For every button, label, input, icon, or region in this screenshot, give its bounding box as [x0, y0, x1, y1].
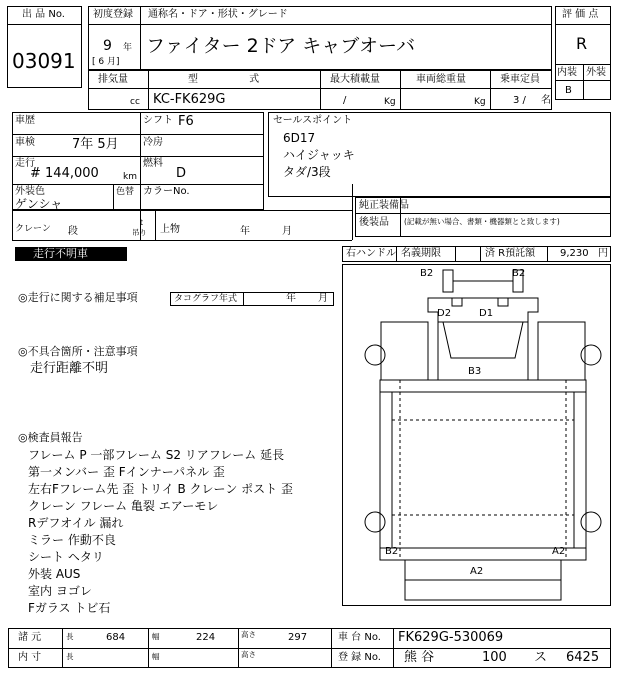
mount-year: 年 [240, 226, 250, 237]
length-label-2: 長 [66, 652, 74, 661]
tacho-month: 月 [318, 293, 328, 304]
diagram-label: D2 [437, 308, 452, 319]
fuel-label: 燃料 [143, 158, 163, 169]
reg-class: 100 [482, 650, 507, 665]
dims-head-label: 諸 元 [18, 632, 42, 643]
load-value: / [343, 95, 347, 106]
recycle-value: 9,230 [560, 248, 589, 259]
reg-month: [ 6 月] [92, 57, 120, 67]
length-label: 長 [66, 632, 74, 641]
cap-value: 3 / [513, 95, 526, 106]
model-value: KC-FK629G [153, 92, 226, 107]
height-label-2: 高さ [241, 650, 256, 659]
defect-text: 走行距離不明 [30, 361, 109, 376]
diagram-label: B3 [468, 366, 482, 377]
height-label: 高さ [241, 630, 256, 639]
inspector-line: クレーン フレーム 亀裂 エアーモレ [28, 499, 219, 513]
mileage-label: 走行 [15, 158, 35, 169]
crane-stages: 段 [68, 226, 78, 237]
recycle-unit: 円 [598, 248, 608, 259]
tacho-label: タコグラフ年式 [174, 294, 238, 304]
lot-number: 03091 [12, 49, 76, 73]
km-unit: km [123, 172, 137, 182]
inspection-value: 7年 5月 [72, 137, 119, 152]
interior-value: B [565, 85, 572, 96]
inspector-line: シート ヘタリ [28, 550, 104, 564]
inspector-line: 室内 ヨゴレ [28, 584, 92, 598]
inspector-line: 第一メンバー 歪 Fインナーパネル 歪 [28, 465, 225, 479]
maxload-label: 最大積載量 [330, 74, 380, 85]
cc-unit: cc [130, 97, 140, 107]
width-label: 幅 [152, 632, 160, 641]
cap-unit: 名 [541, 95, 551, 106]
width-value: 224 [196, 632, 216, 643]
sales-item: ハイジャッキ [283, 148, 355, 162]
exterior-label: 外装 [586, 67, 606, 78]
sales-item: タダ/3段 [283, 165, 331, 179]
mileage-unknown-badge: 走行不明車 [15, 247, 127, 261]
reg-no-label: 登 録 No. [338, 652, 381, 663]
steering-value: 右ハンドル [346, 248, 396, 259]
ext-color-label: 外装色 [15, 186, 45, 197]
vehicle-label: 通称名・ドア・形状・グレード [148, 9, 288, 20]
sales-item: 6D17 [283, 131, 316, 145]
kg-unit-1: Kg [384, 97, 396, 107]
inspector-title: ◎検査員報告 [18, 431, 83, 444]
shift-label: シフト [143, 115, 173, 126]
inspector-line: 外装 AUS [28, 567, 81, 581]
inspector-line: フレーム P 一部フレーム S2 リアフレーム 延長 [28, 448, 285, 462]
diagram-label: A2 [552, 546, 566, 557]
defect-title: ◎不具合箇所・注意事項 [18, 345, 138, 358]
inspection-label: 車検 [15, 137, 35, 148]
grade-value: R [576, 34, 588, 53]
diagram-label: A2 [470, 566, 484, 577]
model-label: 型 式 [188, 74, 284, 85]
crane-lift-unit: t [140, 218, 143, 227]
height-value: 297 [288, 632, 308, 643]
width-label-2: 幅 [152, 652, 160, 661]
tacho-year: 年 [286, 293, 296, 304]
shift-value: F6 [178, 114, 194, 129]
crane-label: クレーン [15, 224, 51, 234]
sales-label: セールスポイント [273, 115, 353, 126]
aftermarket-label: 後装品 [359, 217, 389, 228]
fuel-value: D [176, 166, 187, 181]
supp-title: ◎走行に関する補足事項 [18, 291, 138, 304]
reg-number: 6425 [566, 650, 600, 665]
ext-color-value: ゲンシャ [15, 197, 63, 211]
inspector-line: Fガラス トビ石 [28, 601, 111, 615]
grade-label: 評 価 点 [562, 9, 599, 20]
diagram-label: B2 [420, 268, 434, 279]
reg-year: 9 [103, 38, 112, 54]
chassis-label: 車 台 No. [338, 632, 381, 643]
mount-label: 上物 [160, 224, 180, 235]
reg-year-unit: 年 [123, 43, 133, 53]
equip-label: 純正装備品 [359, 200, 409, 211]
inspector-line: 左右Fフレーム先 歪 トリイ B クレーン ポスト 歪 [28, 482, 293, 496]
kg-unit-2: Kg [474, 97, 486, 107]
inspector-line: ミラー 作動不良 [28, 533, 116, 547]
mount-month: 月 [282, 226, 292, 237]
mileage-value: # 144,000 [30, 166, 99, 181]
cap-label: 乗車定員 [500, 74, 540, 85]
crane-lift-label: 吊り [132, 228, 147, 237]
chassis-value: FK629G-530069 [398, 630, 504, 645]
reg-area: 熊 谷 [404, 650, 435, 665]
length-value: 684 [106, 632, 126, 643]
inspector-line: Rデフオイル 漏れ [28, 516, 124, 530]
diagram-label: B2 [512, 268, 526, 279]
gvw-label: 車両総重量 [416, 74, 466, 85]
ac-label: 冷房 [143, 137, 163, 148]
recycle-label: 済 R預託額 [485, 248, 536, 259]
disp-label: 排気量 [98, 74, 128, 85]
aftermarket-note: (記載が無い場合、書類・機器類とと致します) [404, 217, 560, 226]
interior-label: 内装 [557, 67, 577, 78]
diagram-label: B2 [385, 546, 399, 557]
vehicle-name: ファイター 2ドア キャブオーバ [146, 35, 416, 57]
diagram-label: D1 [479, 308, 494, 319]
lot-label: 出 品 No. [22, 9, 65, 20]
reg-label: 初度登録 [93, 9, 133, 20]
history-label: 車歴 [15, 115, 35, 126]
reg-kana: ス [534, 650, 548, 665]
color-change-label: 色替 [116, 187, 135, 197]
color-no-label: カラーNo. [143, 186, 190, 197]
name-change-label: 名義期限 [401, 248, 441, 259]
interior-dims-label: 内 寸 [18, 652, 42, 663]
